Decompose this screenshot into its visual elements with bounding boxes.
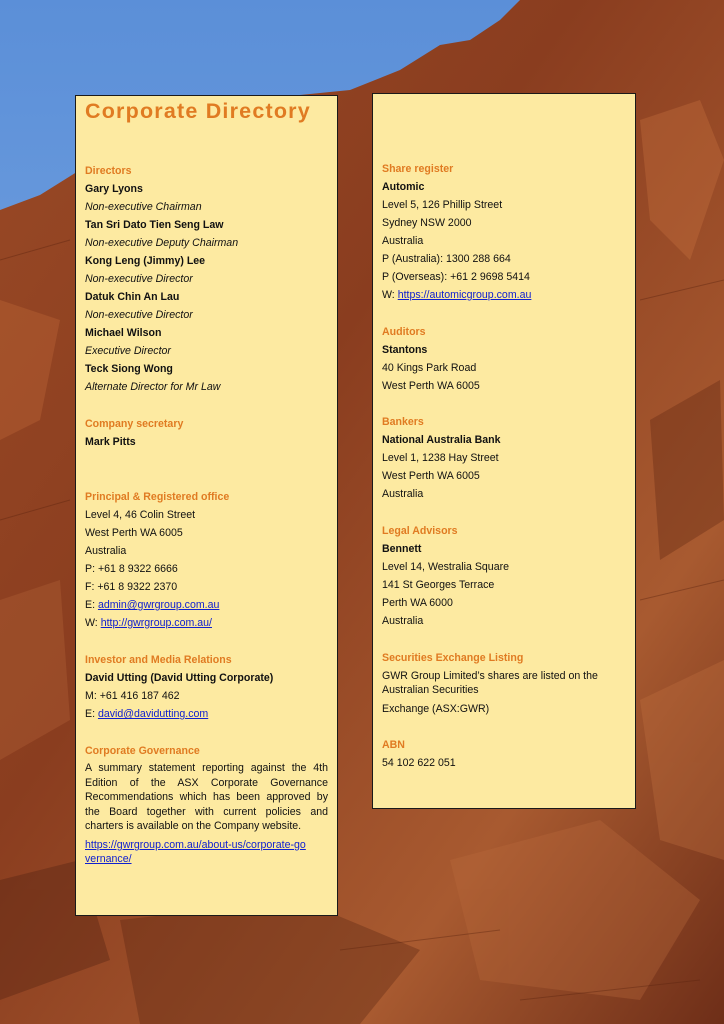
investor-email-link[interactable]: david@davidutting.com	[97, 708, 209, 720]
governance-link-row	[85, 839, 307, 866]
bankers-heading: Bankers	[382, 416, 424, 428]
address-line: 141 St Georges Terrace	[382, 579, 495, 591]
share-register-phone-au: P (Australia): 1300 288 664	[382, 253, 511, 265]
director-role: Non-executive Deputy Chairman	[85, 237, 239, 249]
web-prefix: W:	[382, 289, 398, 301]
share-register-web-row	[382, 289, 531, 302]
office-website-link[interactable]: http://gwrgroup.com.au/	[100, 617, 212, 629]
investor-relations-name: David Utting (David Utting Corporate)	[85, 672, 274, 684]
legal-advisors-heading: Legal Advisors	[382, 525, 458, 537]
listing-heading: Securities Exchange Listing	[382, 652, 524, 664]
office-fax: F: +61 8 9322 2370	[85, 581, 178, 593]
director-role: Alternate Director for Mr Law	[85, 381, 221, 393]
right-directory-panel	[372, 93, 636, 809]
investor-relations-mobile: M: +61 416 187 462	[85, 690, 180, 702]
left-directory-panel	[75, 95, 338, 916]
director-role: Executive Director	[85, 345, 171, 357]
director-name: Michael Wilson	[85, 327, 162, 339]
page-title: Corporate Directory	[85, 99, 311, 123]
investor-email-row	[85, 708, 208, 721]
auditors-name: Stantons	[382, 344, 428, 356]
share-register-name: Automic	[382, 181, 425, 193]
governance-text: A summary statement reporting against the 4th Edition of the ASX Corporate Governance Recommendations which has been approved by the Board together with current policies and charters is available on the Company website.	[85, 762, 328, 832]
principal-office-heading: Principal & Registered office	[85, 491, 230, 503]
email-prefix: E:	[85, 599, 98, 611]
governance-heading: Corporate Governance	[85, 745, 200, 757]
address-line: Australia	[382, 488, 424, 500]
director-role: Non-executive Director	[85, 309, 193, 321]
directors-heading: Directors	[85, 165, 132, 177]
office-web-row	[85, 617, 212, 630]
address-line: 40 Kings Park Road	[382, 362, 477, 374]
bankers-name: National Australia Bank	[382, 434, 501, 446]
share-register-heading: Share register	[382, 163, 454, 175]
company-secretary-name: Mark Pitts	[85, 436, 136, 448]
address-line: Level 1, 1238 Hay Street	[382, 452, 499, 464]
address-line: Australia	[85, 545, 127, 557]
director-role: Non-executive Director	[85, 273, 193, 285]
address-line: Level 4, 46 Colin Street	[85, 509, 196, 521]
share-register-website-link[interactable]: https://automicgroup.com.au	[397, 289, 532, 301]
abn-heading: ABN	[382, 739, 405, 751]
address-line: Sydney NSW 2000	[382, 217, 472, 229]
share-register-phone-overseas: P (Overseas): +61 2 9698 5414	[382, 271, 530, 283]
address-line: West Perth WA 6005	[382, 380, 480, 392]
office-phone: P: +61 8 9322 6666	[85, 563, 178, 575]
legal-advisors-name: Bennett	[382, 543, 422, 555]
listing-text: GWR Group Limited’s shares are listed on the Australian Securities	[382, 670, 598, 696]
address-line: West Perth WA 6005	[85, 527, 183, 539]
address-line: Level 14, Westralia Square	[382, 561, 510, 573]
company-secretary-heading: Company secretary	[85, 418, 184, 430]
address-line: Australia	[382, 615, 424, 627]
director-role: Non-executive Chairman	[85, 201, 202, 213]
governance-link[interactable]: https://gwrgroup.com.au/about-us/corporate-governance/	[85, 839, 306, 865]
address-line: Perth WA 6000	[382, 597, 453, 609]
address-line: Level 5, 126 Phillip Street	[382, 199, 503, 211]
address-line: West Perth WA 6005	[382, 470, 480, 482]
director-name: Kong Leng (Jimmy) Lee	[85, 255, 206, 267]
email-prefix: E:	[85, 708, 98, 720]
director-name: Tan Sri Dato Tien Seng Law	[85, 219, 224, 231]
listing-exchange: Exchange (ASX:GWR)	[382, 703, 490, 715]
abn-value: 54 102 622 051	[382, 757, 456, 769]
office-email-link[interactable]: admin@gwrgroup.com.au	[97, 599, 220, 611]
web-prefix: W:	[85, 617, 101, 629]
director-name: Datuk Chin An Lau	[85, 291, 180, 303]
director-name: Teck Siong Wong	[85, 363, 173, 375]
address-line: Australia	[382, 235, 424, 247]
director-name: Gary Lyons	[85, 183, 143, 195]
auditors-heading: Auditors	[382, 326, 426, 338]
office-email-row	[85, 599, 219, 612]
investor-relations-heading: Investor and Media Relations	[85, 654, 232, 666]
